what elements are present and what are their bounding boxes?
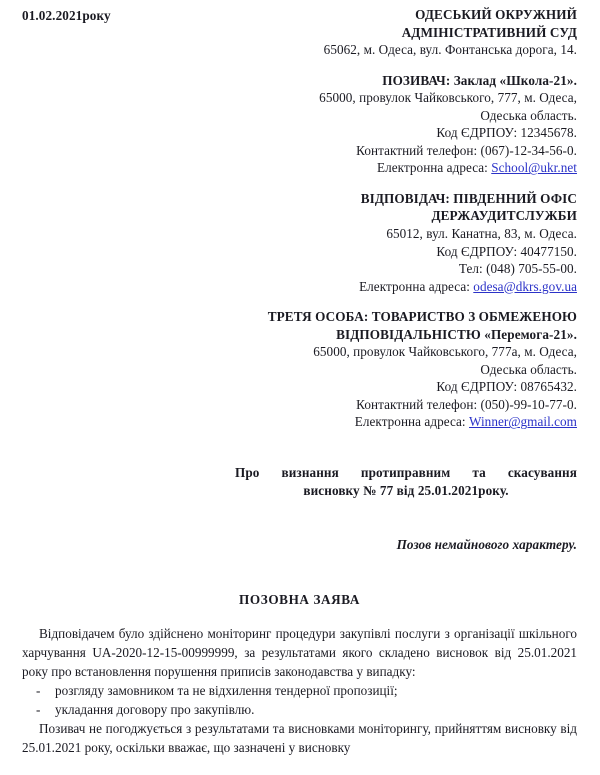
body-paragraph-2: Позивач не погоджується з результатами та висновками моніторингу, прийняттям висновку від 25.01.2021 року, оскільки вважає, що зазначені у висновку bbox=[22, 721, 577, 756]
defendant-address-line-1: 65012, вул. Канатна, 83, м. Одеса. bbox=[386, 226, 577, 242]
plaintiff-email-label: Електронна адреса: bbox=[377, 160, 488, 176]
third-party-block bbox=[245, 308, 577, 431]
list-item-label: розгляду замовником та не відхилення тендерної пропозиції; bbox=[55, 683, 398, 699]
third-party-phone: Контактний телефон: (050)-99-10-77-0. bbox=[356, 396, 577, 412]
claim-subject-line-2: висновку № 77 від 25.01.2021року. bbox=[303, 482, 509, 498]
claim-subject-line-1: Про визнання протиправним та скасування bbox=[235, 465, 577, 481]
violation-list bbox=[22, 681, 577, 719]
list-item bbox=[36, 700, 577, 719]
plaintiff-address-line-1: 65000, провулок Чайковського, 777, м. Одеса, bbox=[319, 90, 577, 106]
plaintiff-block bbox=[245, 72, 577, 177]
defendant-email-row bbox=[245, 278, 577, 296]
tender-number: UA-2020-12-15-00999999, bbox=[92, 645, 238, 661]
defendant-email-label: Електронна адреса: bbox=[359, 278, 470, 294]
defendant-title-line-2: ДЕРЖАУДИТСЛУЖБИ bbox=[431, 208, 577, 224]
claim-type-note: Позов немайнового характеру. bbox=[396, 536, 577, 552]
defendant-phone: Тел: (048) 705-55-00. bbox=[458, 261, 577, 277]
plaintiff-phone: Контактний телефон: (067)-12-34-56-0. bbox=[356, 142, 577, 158]
plaintiff-title: ПОЗИВАЧ: Заклад «Школа-21». bbox=[382, 72, 577, 88]
claim-subject bbox=[235, 464, 577, 500]
body-paragraph-1-part-2: за результатами якого складено висновок від 25.01.2021 року про встановлення порушення приписів законодавства у випадку: bbox=[22, 645, 578, 680]
plaintiff-address-line-2: Одеська область. bbox=[480, 107, 577, 123]
third-party-title-line-2: ВІДПОВІДАЛЬНІСТЮ «Перемога-21». bbox=[336, 326, 577, 342]
defendant-edrpou: Код ЄДРПОУ: 40477150. bbox=[436, 243, 577, 259]
third-party-email-row bbox=[245, 413, 577, 431]
body-paragraph-1-part-1: Відповідачем було здійснено моніторинг процедури закупівлі послуги з організації шкільного харчування bbox=[22, 626, 577, 661]
dash-bullet-icon: - bbox=[36, 702, 41, 718]
plaintiff-email-row bbox=[245, 159, 577, 177]
list-item bbox=[36, 681, 577, 700]
third-party-email-label: Електронна адреса: bbox=[354, 414, 466, 430]
court-name-line-1: ОДЕСЬКИЙ ОКРУЖНИЙ bbox=[415, 7, 577, 22]
addressee-column bbox=[245, 6, 577, 431]
court-address: 65062, м. Одеса, вул. Фонтанська дорога, 14. bbox=[323, 42, 577, 58]
defendant-email-link[interactable]: odesa@dkrs.gov.ua bbox=[473, 278, 577, 294]
document-date: 01.02.2021року bbox=[22, 8, 111, 23]
dash-bullet-icon: - bbox=[36, 683, 41, 699]
plaintiff-edrpou: Код ЄДРПОУ: 12345678. bbox=[436, 125, 577, 141]
list-item-label: укладання договору про закупівлю. bbox=[55, 702, 255, 718]
body-paragraph-1 bbox=[22, 624, 577, 681]
defendant-block bbox=[245, 190, 577, 295]
third-party-edrpou: Код ЄДРПОУ: 08765432. bbox=[436, 379, 577, 395]
third-party-title-line-1: ТРЕТЯ ОСОБА: ТОВАРИСТВО З ОБМЕЖЕНОЮ bbox=[267, 309, 577, 325]
court-name-line-2: АДМІНІСТРАТИВНИЙ СУД bbox=[401, 24, 577, 40]
plaintiff-email-link[interactable]: School@ukr.net bbox=[491, 160, 577, 176]
third-party-address-line-2: Одеська область. bbox=[480, 361, 577, 377]
defendant-title-line-1: ВІДПОВІДАЧ: ПІВДЕННИЙ ОФІС bbox=[360, 190, 577, 206]
third-party-address-line-1: 65000, провулок Чайковського, 777а, м. Одеса, bbox=[313, 344, 577, 360]
document-title: ПОЗОВНА ЗАЯВА bbox=[239, 592, 360, 608]
document-header bbox=[22, 6, 577, 431]
document-body bbox=[22, 624, 577, 757]
court-block bbox=[245, 6, 577, 59]
third-party-email-link[interactable]: Winner@gmail.com bbox=[469, 414, 577, 430]
